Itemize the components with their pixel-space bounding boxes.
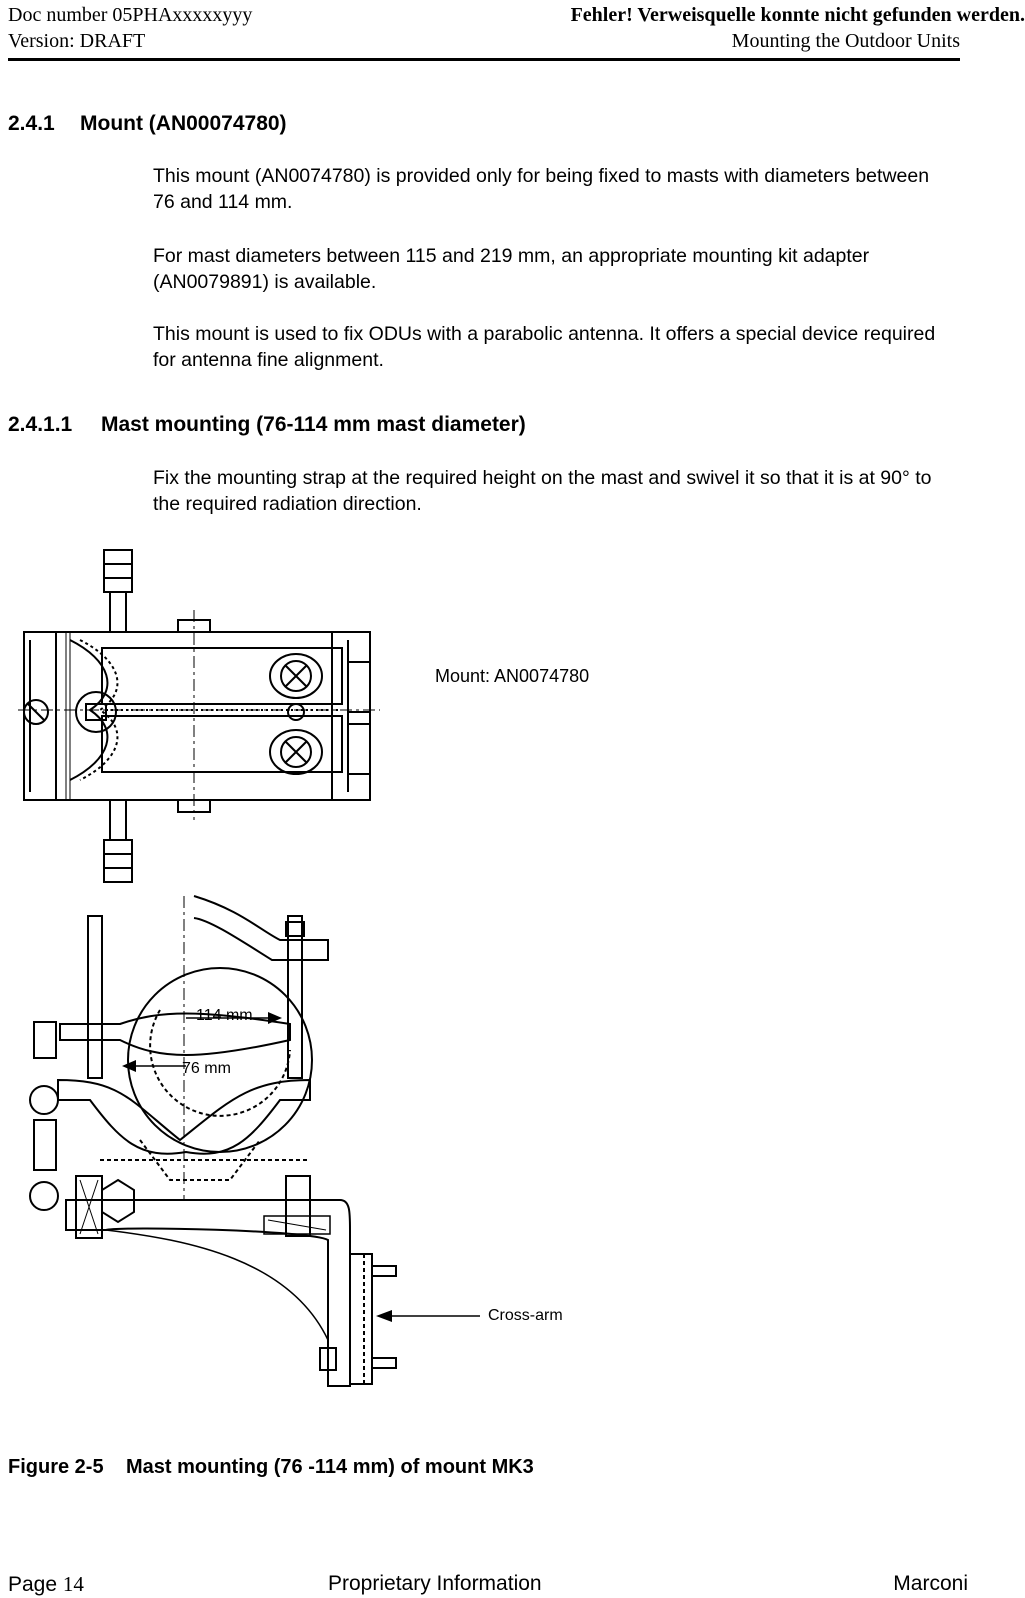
header-error-reference: Fehler! Verweisquelle konnte nicht gefunden werden. xyxy=(570,4,1025,26)
footer-page-label: Page xyxy=(8,1573,58,1596)
label-114mm: 114 mm xyxy=(196,1007,253,1024)
figure-caption xyxy=(8,1456,534,1479)
figure-number: Figure 2-5 xyxy=(8,1456,104,1478)
footer-company: Marconi xyxy=(893,1572,968,1595)
footer-page-number: 14 xyxy=(62,1572,84,1596)
subsection-number: 2.4.1.1 xyxy=(8,413,73,436)
label-mount-part: Mount: AN0074780 xyxy=(435,666,590,686)
subsection-heading xyxy=(8,413,526,437)
paragraph-adapter: For mast diameters between 115 and 219 mm, an appropriate mounting kit adapter (AN0079891) is available. xyxy=(153,245,870,293)
doc-number: Doc number 05PHAxxxxxyyy xyxy=(8,4,253,26)
doc-version: Version: DRAFT xyxy=(8,30,146,52)
section-number: 2.4.1 xyxy=(8,112,55,135)
mount-drawing xyxy=(10,540,650,1420)
mount-top-view xyxy=(18,550,380,882)
label-cross-arm: Cross-arm xyxy=(488,1307,563,1324)
footer-page xyxy=(8,1572,84,1597)
subsection-title: Mast mounting (76-114 mm mast diameter) xyxy=(101,413,526,436)
header-rule xyxy=(8,58,960,61)
header-right xyxy=(571,2,1025,54)
header-chapter-title: Mounting the Outdoor Units xyxy=(731,30,960,52)
figure-caption-text: Mast mounting (76 -114 mm) of mount MK3 xyxy=(126,1456,534,1478)
footer-proprietary: Proprietary Information xyxy=(328,1572,542,1595)
paragraph-usage: This mount is used to fix ODUs with a parabolic antenna. It offers a special device required for antenna fine alignment. xyxy=(153,323,936,371)
section-title: Mount (AN00074780) xyxy=(80,112,287,135)
paragraph-instructions: Fix the mounting strap at the required height on the mast and swivel it so that it is at 90° to the required radiation direction. xyxy=(153,467,932,515)
label-76mm: 76 mm xyxy=(182,1060,231,1077)
mount-side-view xyxy=(30,896,480,1386)
paragraph-mount-range: This mount (AN0074780) is provided only for being fixed to masts with diameters between 76 and 114 mm. xyxy=(153,165,930,213)
section-heading xyxy=(8,112,287,136)
header-left xyxy=(8,2,252,54)
